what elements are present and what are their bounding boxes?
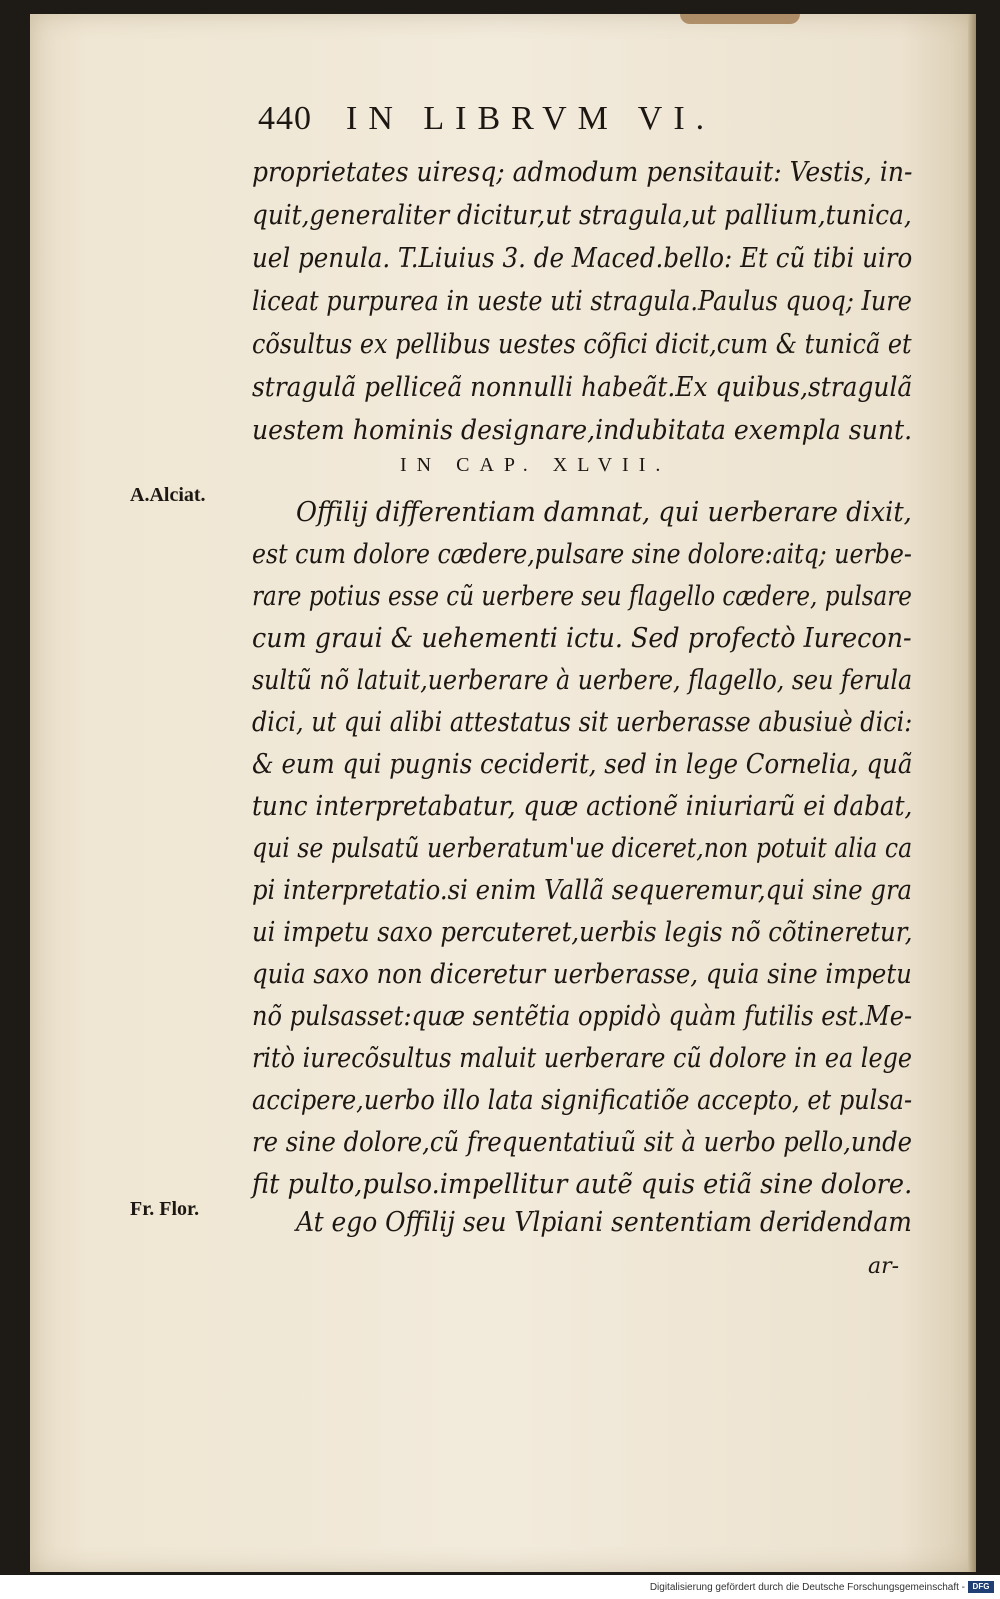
text-line: sultũ nõ latuit,uerberare à uerbere, flagello, seu ferula [252, 665, 913, 696]
text-line: pi interpretatio.si enim Vallã sequeremur,qui sine gra [252, 875, 913, 906]
text-line: re sine dolore,cũ frequentatiuũ sit à uerbo pello,unde [252, 1127, 913, 1158]
text-line: qui se pulsatũ uerberatum'ue diceret,non potuit alia ca [252, 833, 913, 864]
text-line: Offilij differentiam damnat, qui uerberare dixit, [296, 497, 912, 528]
text-line: rare potius esse cũ uerbere seu flagello cædere, pulsare [252, 581, 912, 612]
text-line: cõsultus ex pellibus uestes cõfici dicit,cum & tunicã et [252, 329, 912, 360]
text-line: liceat purpurea in ueste uti stragula.Paulus quoq; Iure [252, 286, 912, 317]
text-line: dici, ut qui alibi attestatus sit uerberasse abusiuè dici: [252, 707, 913, 738]
text-line: quit,generaliter dicitur,ut stragula,ut pallium,tunica, [252, 200, 912, 231]
text-line: ui impetu saxo percuteret,uerbis legis nõ cõtineretur, [252, 917, 913, 948]
chapter-heading: IN CAP. XLVII. [400, 454, 671, 476]
text-line: ritò iurecõsultus maluit uerberare cũ dolore in ea lege [252, 1043, 913, 1074]
page-number: 440 [258, 100, 312, 137]
text-line: cum graui & uehementi ictu. Sed profectò Iurecon- [252, 623, 912, 654]
text-line: est cum dolore cædere,pulsare sine dolore:aitq; uerbe- [252, 539, 912, 570]
catchword: ar- [868, 1254, 900, 1279]
page-edge [968, 14, 976, 1572]
running-head [258, 100, 818, 140]
page-stain [680, 14, 800, 24]
credit-text: Digitalisierung gefördert durch die Deutsche Forschungsgemeinschaft - [649, 1582, 965, 1593]
text-line: At ego Offilij seu Vlpiani sententiam deridendam [296, 1207, 912, 1238]
text-line: & eum qui pugnis ceciderit, sed in lege Cornelia, quã [252, 749, 913, 780]
text-line: tunc interpretabatur, quæ actionẽ iniuriarũ ei dabat, [252, 791, 913, 822]
text-line: fit pulto,pulso.impellitur autẽ quis etiã sine dolore. [252, 1169, 913, 1200]
text-line: uestem hominis designare,indubitata exempla sunt. [252, 415, 913, 446]
text-line: accipere,uerbo illo lata significatiõe accepto, et pulsa- [252, 1085, 913, 1116]
text-line: proprietates uiresq; admodum pensitauit: Vestis, in- [252, 157, 913, 188]
margin-note-alciat: A.Alciat. [130, 484, 206, 506]
dfg-logo: DFG [968, 1581, 994, 1593]
margin-note-flor: Fr. Flor. [130, 1198, 200, 1220]
text-line: uel penula. T.Liuius 3. de Maced.bello: Et cũ tibi uiro [252, 243, 913, 274]
digitization-credit [650, 1580, 994, 1596]
text-line: nõ pulsasset:quæ sentẽtia oppidò quàm futilis est.Me- [252, 1001, 913, 1032]
running-title: IN LIBRVM VI. [346, 100, 716, 137]
text-line: quia saxo non diceretur uerberasse, quia sine impetu [252, 959, 912, 990]
text-line: stragulã pelliceã nonnulli habeãt.Ex quibus,stragulã [252, 372, 913, 403]
